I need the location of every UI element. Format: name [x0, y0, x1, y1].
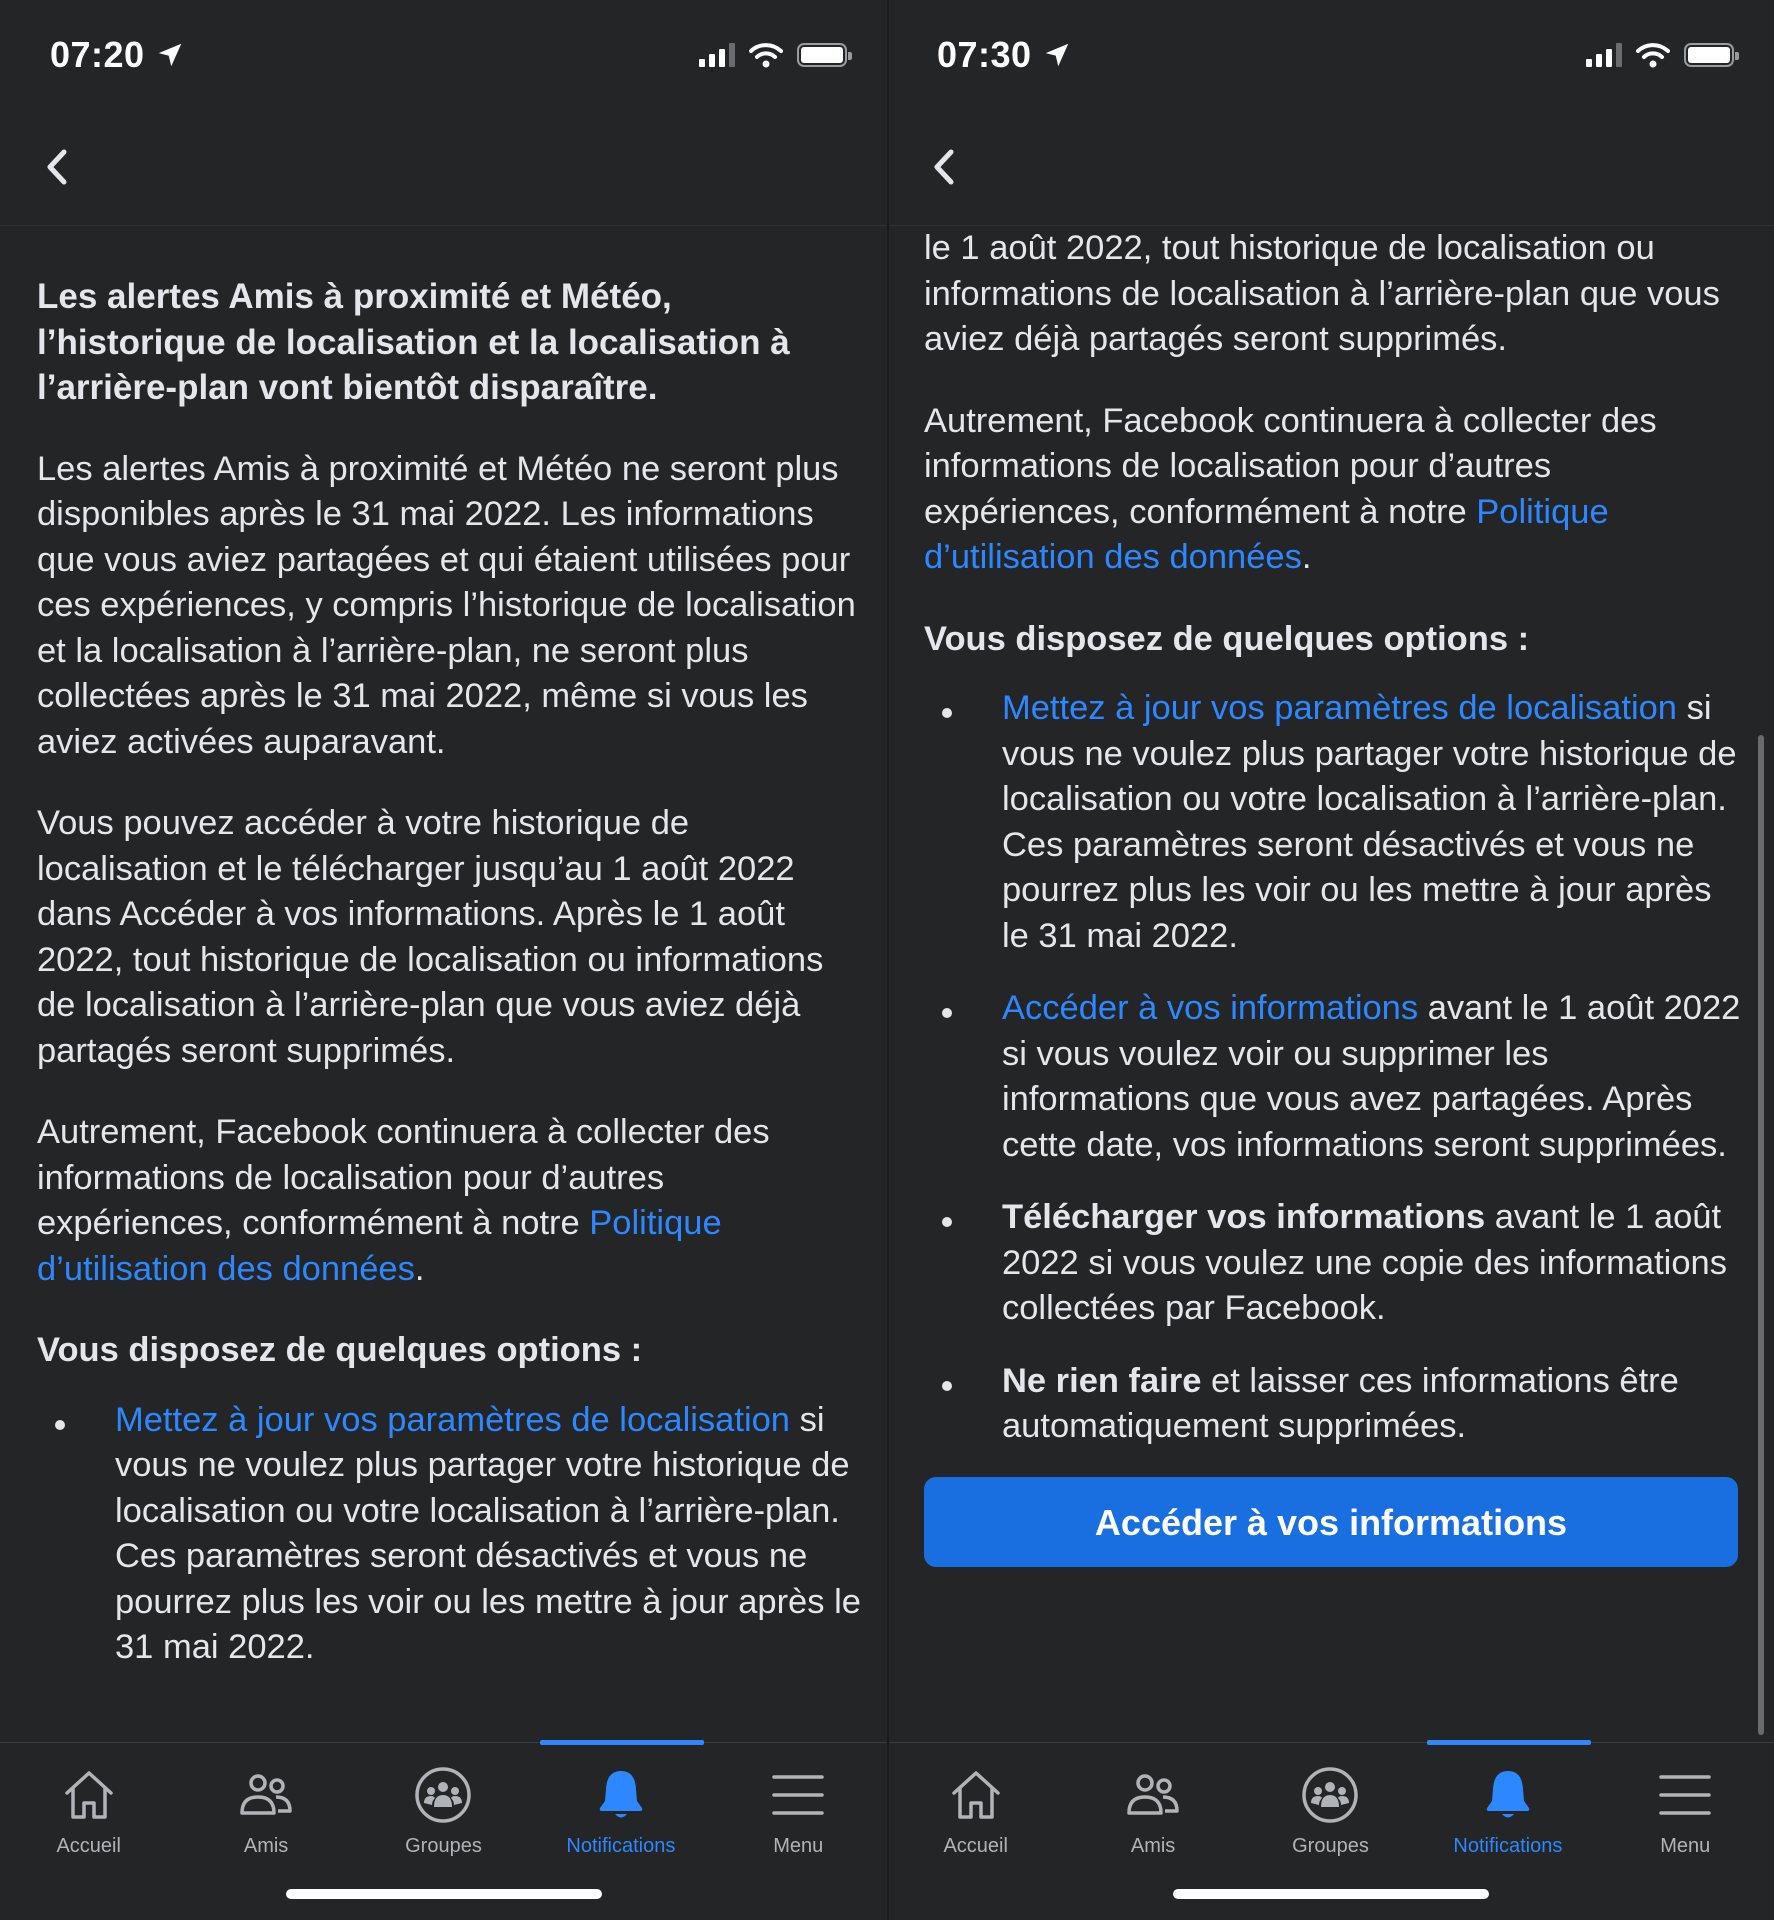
status-icons [699, 40, 847, 70]
tab-groups[interactable] [355, 1743, 532, 1863]
phone-screen-right [887, 0, 1774, 1920]
paragraph-download-history: Vous pouvez accéder à votre historique de localisation et le télécharger jusqu’au 1 août 2022 dans Accéder à vos informations. Après le 1 août 2022, tout historique de localisation ou informations de localisation à l’arrière-plan que vous aviez déjà partagés seront supprimés. [37, 804, 824, 1070]
paragraph-availability: Les alertes Amis à proximité et Météo ne seront plus disponibles après le 31 mai 2022. Les informations que vous aviez partagées et qui étaient utilisées pour ces expériences, y compris l’historique de localisation et la localisation à l’arrière-plan, ne seront plus collectées après le 31 mai 2022, même si vous les aviez activées auparavant. [37, 449, 856, 761]
back-chevron-icon[interactable] [921, 142, 971, 192]
article-content [887, 226, 1774, 1741]
tab-friends-label: Amis [1130, 1835, 1176, 1857]
battery-icon [1684, 43, 1734, 67]
paragraph-download-history-tail: le 1 août 2022, tout historique de localisation ou informations de localisation à l’arrière-plan que vous aviez déjà partagés seront supprimés. [924, 229, 1720, 358]
scrollbar-thumb[interactable] [1758, 735, 1764, 1735]
tab-notifications[interactable] [1419, 1743, 1596, 1863]
tab-groups-label: Groupes [405, 1835, 482, 1857]
bell-icon [591, 1765, 651, 1825]
update-location-settings-link[interactable]: Mettez à jour vos paramètres de localisation [115, 1400, 790, 1439]
tab-home-label: Accueil [943, 1835, 1008, 1857]
paragraph-data-policy: Autrement, Facebook continuera à collecter des informations de localisation pour d’autres expériences, conformément à notre Politique d’utilisation des données. [924, 401, 1657, 576]
tab-notifications-label: Notifications [566, 1835, 676, 1857]
groups-icon [1300, 1765, 1360, 1825]
option-do-nothing: Ne rien faire et laisser ces informations être automatiquement supprimées. [924, 1359, 1744, 1450]
tab-menu[interactable] [710, 1743, 887, 1863]
status-time: 07:30 [937, 34, 1032, 75]
cellular-signal-icon [1586, 43, 1622, 67]
home-indicator[interactable] [1173, 1889, 1489, 1899]
article-content [0, 226, 887, 1741]
home-icon [59, 1765, 119, 1825]
location-arrow-icon [1042, 40, 1072, 70]
access-your-information-button[interactable]: Accéder à vos informations [924, 1477, 1738, 1567]
data-policy-link[interactable]: Politique d’utilisation des données [37, 1204, 722, 1288]
home-icon [946, 1765, 1006, 1825]
tab-home[interactable] [0, 1743, 177, 1863]
tab-friends[interactable] [1064, 1743, 1241, 1863]
status-time: 07:20 [50, 34, 145, 75]
battery-icon [797, 43, 847, 67]
options-list [37, 1398, 867, 1671]
data-policy-link[interactable]: Politique d’utilisation des données [924, 492, 1609, 576]
hamburger-menu-icon [768, 1765, 828, 1825]
tab-home-label: Accueil [56, 1835, 121, 1857]
paragraph-data-policy: Autrement, Facebook continuera à collecter des informations de localisation pour d’autres expériences, conformément à notre Politique d’utilisation des données. [37, 1113, 770, 1288]
bottom-tab-bar [0, 1742, 887, 1920]
top-nav-bar [887, 110, 1774, 226]
access-your-information-link[interactable]: Accéder à vos informations [1002, 989, 1419, 1027]
friends-icon [1123, 1765, 1183, 1825]
top-nav-bar [0, 110, 887, 226]
cellular-signal-icon [699, 43, 735, 67]
status-icons [1586, 40, 1734, 70]
options-list [924, 686, 1744, 1450]
tab-home[interactable] [887, 1743, 1064, 1863]
tab-friends[interactable] [177, 1743, 354, 1863]
tab-friends-label: Amis [243, 1835, 289, 1857]
tab-menu-label: Menu [773, 1835, 824, 1857]
location-arrow-icon [155, 40, 185, 70]
status-bar [0, 0, 887, 110]
options-title: Vous disposez de quelques options : [924, 619, 1530, 658]
bottom-tab-bar [887, 1742, 1774, 1920]
friends-icon [236, 1765, 296, 1825]
home-indicator[interactable] [286, 1889, 602, 1899]
option-update-location-settings: Mettez à jour vos paramètres de localisation si vous ne voulez plus partager votre historique de localisation ou votre localisation à l’arrière-plan. Ces paramètres seront désactivés et vous ne pourrez plus les voir ou les mettre à jour après le 31 mai 2022. [924, 686, 1744, 959]
option-update-location-settings: Mettez à jour vos paramètres de localisation si vous ne voulez plus partager votre historique de localisation ou votre localisation à l’arrière-plan. Ces paramètres seront désactivés et vous ne pourrez plus les voir ou les mettre à jour après le 31 mai 2022. [37, 1398, 867, 1671]
option-download-your-information: Télécharger vos informations avant le 1 août 2022 si vous voulez une copie des informations collectées par Facebook. [924, 1195, 1744, 1332]
update-location-settings-link[interactable]: Mettez à jour vos paramètres de localisation [1002, 689, 1677, 727]
wifi-icon [1636, 42, 1670, 68]
tab-groups[interactable] [1242, 1743, 1419, 1863]
tab-notifications-label: Notifications [1453, 1835, 1563, 1857]
option-access-your-information: Accéder à vos informations avant le 1 août 2022 si vous voulez voir ou supprimer les informations que vous avez partagées. Après cette date, vos informations seront supprimées. [924, 986, 1744, 1168]
tab-notifications[interactable] [532, 1743, 709, 1863]
options-title: Vous disposez de quelques options : [37, 1331, 643, 1369]
hamburger-menu-icon [1655, 1765, 1715, 1825]
tab-menu[interactable] [1597, 1743, 1774, 1863]
groups-icon [413, 1765, 473, 1825]
back-chevron-icon[interactable] [34, 142, 84, 192]
wifi-icon [749, 42, 783, 68]
status-bar [887, 0, 1774, 110]
article-text [924, 226, 1744, 1567]
article-text [37, 226, 867, 1698]
bell-icon [1478, 1765, 1538, 1825]
tab-menu-label: Menu [1660, 1835, 1711, 1857]
article-heading: Les alertes Amis à proximité et Météo, l’historique de localisation et la localisation à l’arrière-plan vont bientôt disparaître. [37, 277, 790, 407]
tab-groups-label: Groupes [1292, 1835, 1369, 1857]
